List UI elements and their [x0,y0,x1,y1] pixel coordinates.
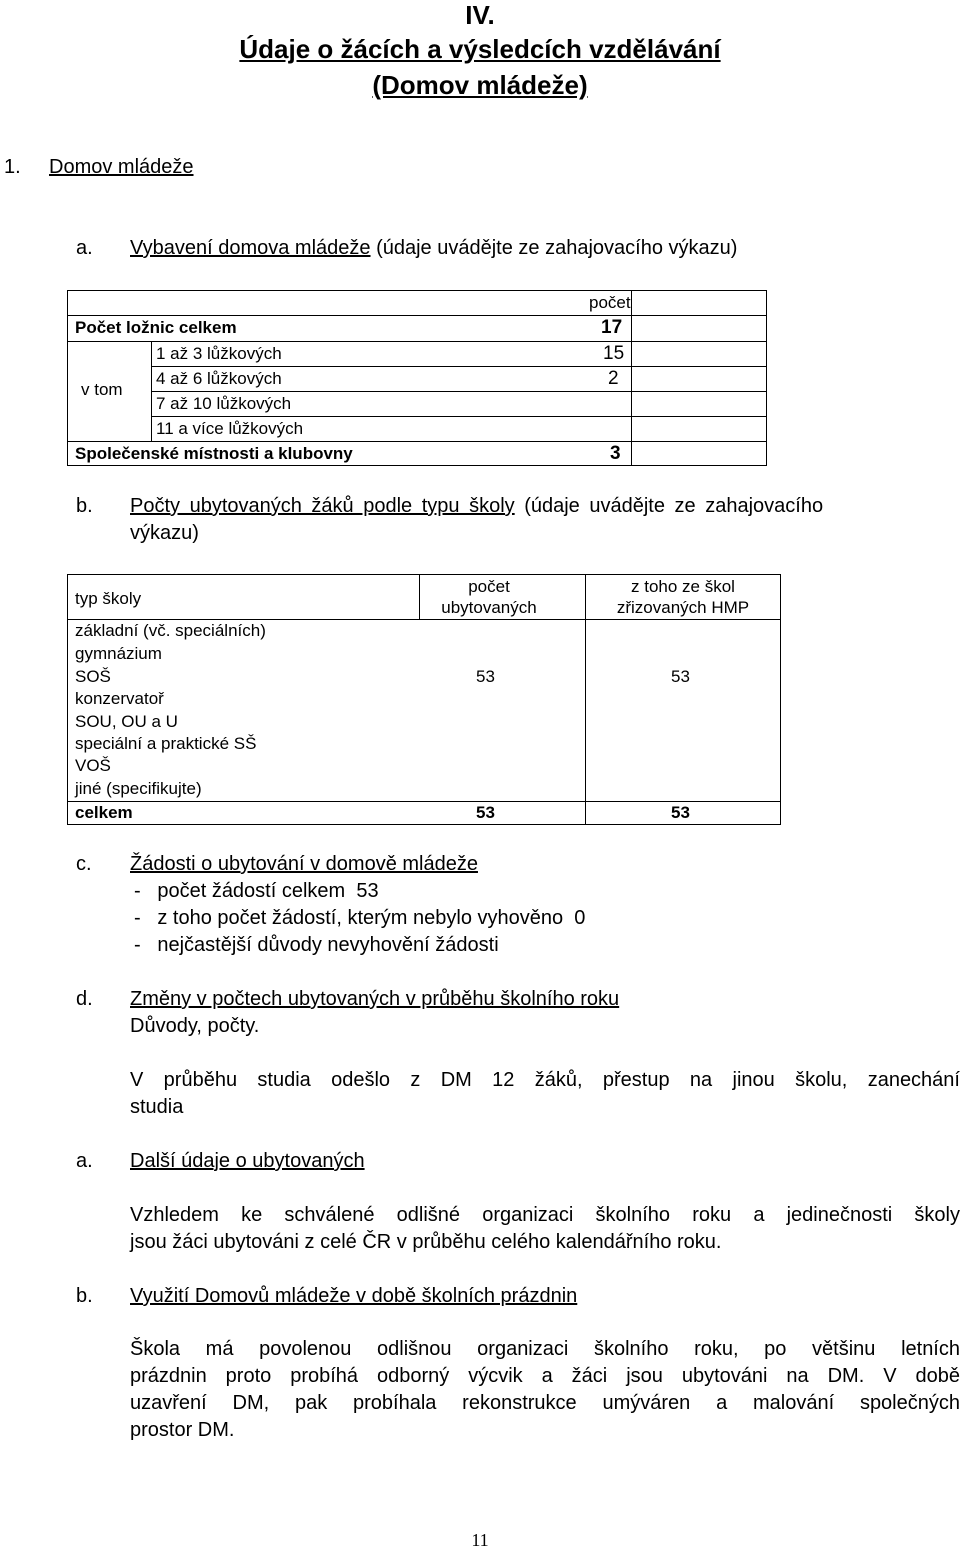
table2-col-count-line1: počet [468,577,510,596]
section-b-note: (údaje uvádějte ze zahajovacího [514,495,824,517]
list-item: - nejčastější důvody nevyhovění žádosti [134,934,499,956]
table2-total-hmp: 53 [671,803,690,822]
table2-row-label: základní (vč. speciálních) [75,621,266,640]
paragraph-line: prostor DM. [130,1419,235,1441]
paragraph-line: uzavření DM, pak probíhala rekonstrukce umýváren a malování společných [130,1392,960,1414]
paragraph-line: Škola má povolenou odlišnou organizaci školního roku, po většinu letních [130,1338,960,1360]
section-c-title: Žádosti o ubytování v domově mládeže [130,853,478,875]
table2-col-hmp-line2: zřizovaných HMP [616,598,750,617]
table2-col-hmp-line1: z toho ze škol [631,577,735,596]
table1-social-label: Společenské místnosti a klubovny [75,444,353,463]
table1-row-label: 7 až 10 lůžkových [156,394,292,413]
page-number: 11 [471,1530,489,1550]
table2-row-label: VOŠ [75,756,111,775]
section-b2-title: Využití Domovů mládeže v době školních prázdnin [130,1285,578,1307]
section-title: Domov mládeže [49,156,194,178]
chapter-title: Údaje o žácích a výsledcích vzdělávání [239,34,721,64]
section-b-title: Počty ubytovaných žáků podle typu školy [130,495,515,517]
section-b2-letter: b. [76,1285,93,1307]
paragraph-line: jsou žáci ubytováni z celé ČR v průběhu celého kalendářního roku. [130,1231,722,1253]
table1-row-label: 4 až 6 lůžkových [156,369,282,388]
table1-row-value: 2 [608,368,619,389]
table1-group-label: v tom [81,380,123,399]
table2-row-count: 53 [476,667,495,686]
students-by-school-type-table [67,574,781,825]
section-b-heading [130,495,960,518]
section-d-subtitle: Důvody, počty. [130,1015,260,1037]
section-d-letter: d. [76,988,93,1010]
section-d-title: Změny v počtech ubytovaných v průběhu školního roku [130,988,620,1010]
table2-col-count-line2: ubytovaných [441,598,537,617]
section-b-letter: b. [76,495,93,517]
table2-total-count: 53 [476,803,495,822]
table1-row-value: 15 [603,343,625,364]
section-a-letter: a. [76,237,93,259]
chapter-subtitle: (Domov mládeže) [372,70,588,100]
section-a-title: Vybavení domova mládeže [130,237,371,259]
list-item: - počet žádostí celkem 53 [134,880,379,902]
table2-row-label: konzervatoř [75,689,164,708]
table1-total-label: Počet ložnic celkem [75,318,237,337]
table1-row-label: 11 a více lůžkových [156,419,304,438]
section-a2-letter: a. [76,1150,93,1172]
table2-row-label: SOŠ [75,667,111,686]
paragraph-line: prázdnin proto probíhá odborný výcvik a žáci jsou ubytováni na DM. V době [130,1365,960,1387]
section-a-heading [130,237,737,260]
table2-row-hmp: 53 [671,667,690,686]
table2-row-label: jiné (specifikujte) [75,779,202,798]
chapter-number: IV. [465,0,495,30]
table2-row-label: SOU, OU a U [75,712,178,731]
table2-col-school-type: typ školy [75,589,142,608]
table2-row-label: speciální a praktické SŠ [75,734,257,753]
paragraph-line: studia [130,1096,184,1118]
dormitory-equipment-table [67,290,767,466]
table2-total-label: celkem [75,803,133,822]
paragraph-line: V průběhu studia odešlo z DM 12 žáků, přestup na jinou školu, zanechání [130,1069,960,1091]
table2-row-label: gymnázium [75,644,162,663]
list-item: - z toho počet žádostí, kterým nebylo vyhověno 0 [134,907,586,929]
section-c-letter: c. [76,853,92,875]
section-a2-title: Další údaje o ubytovaných [130,1150,365,1172]
section-a-note: (údaje uvádějte ze zahajovacího výkazu) [370,237,738,259]
section-b-note-cont: výkazu) [130,522,199,544]
table1-header-count: počet [589,293,631,312]
section-number: 1. [4,156,21,178]
table1-total-value: 17 [601,317,623,338]
paragraph-line: Vzhledem ke schválené odlišné organizaci školního roku a jedinečnosti školy [130,1204,960,1226]
table1-row-label: 1 až 3 lůžkových [156,344,282,363]
table1-social-value: 3 [610,443,621,464]
